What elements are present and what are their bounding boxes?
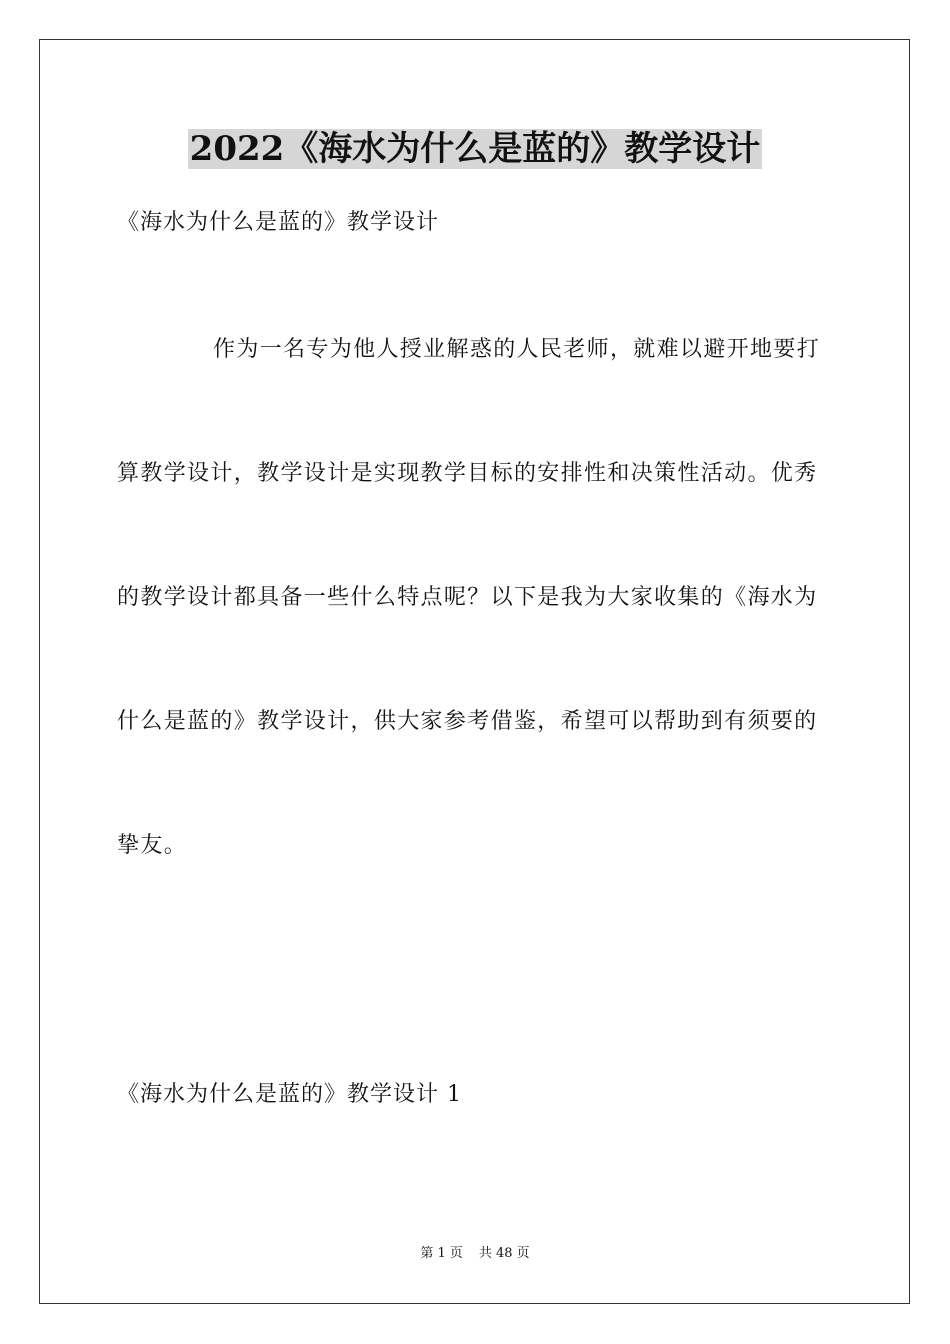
intro-line-2: 算教学设计，教学设计是实现教学目标的安排性和决策性活动。优秀	[117, 461, 818, 486]
intro-line-3: 的教学设计都具备一些什么特点呢？以下是我为大家收集的《海水为	[117, 585, 818, 610]
section-heading: 《海水为什么是蓝的》教学设计 1	[117, 1082, 462, 1107]
page-number: 第 1 页	[420, 1246, 463, 1261]
intro-line-4: 什么是蓝的》教学设计，供大家参考借鉴，希望可以帮助到有须要的	[117, 709, 818, 734]
page-footer	[0, 1244, 950, 1264]
document-subtitle: 《海水为什么是蓝的》教学设计	[117, 210, 440, 235]
intro-line-1: 作为一名专为他人授业解惑的人民老师，就难以避开地要打	[213, 337, 821, 362]
intro-paragraph	[117, 330, 832, 950]
page-total: 共 48 页	[478, 1246, 530, 1261]
intro-line-5: 挚友。	[117, 833, 188, 858]
document-title-text: 2022《海水为什么是蓝的》教学设计	[189, 129, 761, 169]
document-title	[0, 126, 950, 172]
